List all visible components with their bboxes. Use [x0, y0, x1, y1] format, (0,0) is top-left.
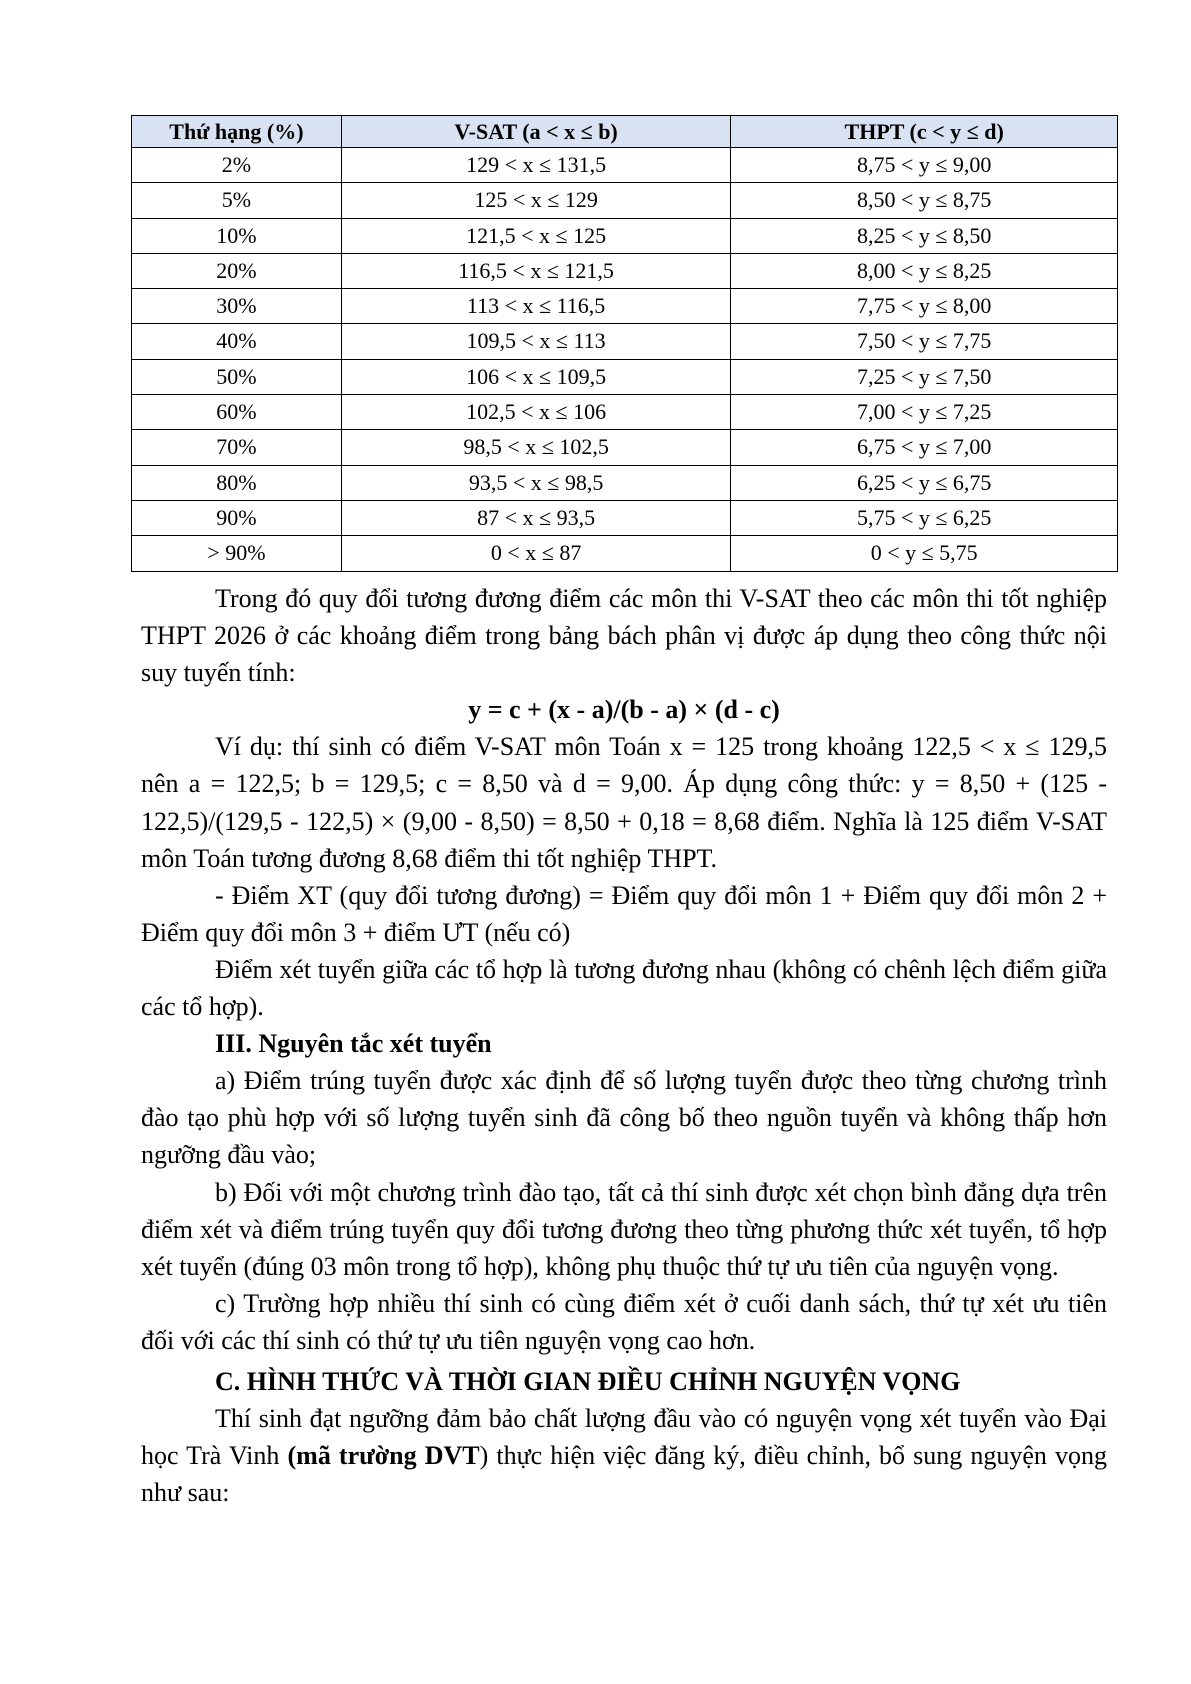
cell-thpt-range: 6,25 < y ≤ 6,75 — [731, 465, 1118, 500]
cell-vsat-range: 121,5 < x ≤ 125 — [341, 218, 731, 253]
cell-vsat-range: 102,5 < x ≤ 106 — [341, 395, 731, 430]
cell-vsat-range: 0 < x ≤ 87 — [341, 536, 731, 571]
cell-vsat-range: 116,5 < x ≤ 121,5 — [341, 253, 731, 288]
paragraph-registration — [141, 1400, 1107, 1511]
cell-rank: 70% — [132, 430, 342, 465]
cell-thpt-range: 7,25 < y ≤ 7,50 — [731, 359, 1118, 394]
school-code: (mã trường DVT — [287, 1441, 480, 1471]
paragraph-principle-a: a) Điểm trúng tuyển được xác định để số lượng tuyển được theo từng chương trình đào tạo phù hợp với số lượng tuyển sinh đã công bố theo nguồn tuyển và không thấp hơn ngưỡng đầu vào; — [141, 1066, 1107, 1170]
header-thpt: THPT (c < y ≤ d) — [731, 116, 1118, 148]
percentile-conversion-table — [131, 115, 1118, 572]
table-row — [132, 148, 1118, 183]
cell-thpt-range: 6,75 < y ≤ 7,00 — [731, 430, 1118, 465]
table-row — [132, 536, 1118, 571]
cell-thpt-range: 7,75 < y ≤ 8,00 — [731, 289, 1118, 324]
cell-thpt-range: 8,75 < y ≤ 9,00 — [731, 148, 1118, 183]
cell-rank: 90% — [132, 500, 342, 535]
cell-rank: 2% — [132, 148, 342, 183]
interpolation-formula: y = c + (x - a)/(b - a) × (d - c) — [468, 695, 780, 725]
table-row — [132, 183, 1118, 218]
paragraph-principle-b: b) Đối với một chương trình đào tạo, tất cả thí sinh được xét chọn bình đẳng dựa trên điểm xét và điểm trúng tuyển quy đổi tương đương theo từng phương thức xét tuyển, tổ hợp xét tuyển (đúng 03 môn trong tổ hợp), không phụ thuộc thứ tự ưu tiên của nguyện vọng. — [141, 1177, 1107, 1281]
cell-vsat-range: 109,5 < x ≤ 113 — [341, 324, 731, 359]
paragraph-equivalence: Điểm xét tuyển giữa các tổ hợp là tương đương nhau (không có chênh lệch điểm giữa các tổ hợp). — [141, 954, 1107, 1022]
table-row — [132, 218, 1118, 253]
table-row — [132, 500, 1118, 535]
heading-admission-principles: III. Nguyên tắc xét tuyển — [215, 1029, 492, 1059]
cell-rank: 60% — [132, 395, 342, 430]
cell-thpt-range: 7,00 < y ≤ 7,25 — [731, 395, 1118, 430]
cell-rank: 30% — [132, 289, 342, 324]
cell-thpt-range: 8,50 < y ≤ 8,75 — [731, 183, 1118, 218]
paragraph-principle-c: c) Trường hợp nhiều thí sinh có cùng điểm xét ở cuối danh sách, thứ tự xét ưu tiên đối với các thí sinh có thứ tự ưu tiên nguyện vọng cao hơn. — [141, 1288, 1107, 1355]
cell-rank: 20% — [132, 253, 342, 288]
header-rank: Thứ hạng (%) — [132, 116, 342, 148]
cell-thpt-range: 0 < y ≤ 5,75 — [731, 536, 1118, 571]
cell-thpt-range: 8,25 < y ≤ 8,50 — [731, 218, 1118, 253]
cell-rank: 40% — [132, 324, 342, 359]
heading-section-c: C. HÌNH THỨC VÀ THỜI GIAN ĐIỀU CHỈNH NGUYỆN VỌNG — [215, 1366, 961, 1396]
registration-text-start: Thí sinh đạt ngưỡng đảm bảo chất lượng đầu vào có nguyện vọng xét tuyển vào Đại học Trà Vinh — [141, 1404, 1107, 1471]
header-vsat: V-SAT (a < x ≤ b) — [341, 116, 731, 148]
table-row — [132, 465, 1118, 500]
cell-rank: 80% — [132, 465, 342, 500]
table-row — [132, 324, 1118, 359]
table-row — [132, 289, 1118, 324]
cell-rank: 50% — [132, 359, 342, 394]
cell-vsat-range: 87 < x ≤ 93,5 — [341, 500, 731, 535]
cell-thpt-range: 5,75 < y ≤ 6,25 — [731, 500, 1118, 535]
cell-vsat-range: 93,5 < x ≤ 98,5 — [341, 465, 731, 500]
cell-rank: > 90% — [132, 536, 342, 571]
body-text — [141, 580, 1107, 1511]
paragraph-interpolation-intro: Trong đó quy đổi tương đương điểm các môn thi V-SAT theo các môn thi tốt nghiệp THPT 2026 ở các khoảng điểm trong bảng bách phân vị được áp dụng theo công thức nội suy tuyến tính: — [141, 584, 1107, 688]
cell-thpt-range: 7,50 < y ≤ 7,75 — [731, 324, 1118, 359]
cell-vsat-range: 113 < x ≤ 116,5 — [341, 289, 731, 324]
cell-vsat-range: 98,5 < x ≤ 102,5 — [341, 430, 731, 465]
cell-thpt-range: 8,00 < y ≤ 8,25 — [731, 253, 1118, 288]
table-row — [132, 430, 1118, 465]
cell-rank: 5% — [132, 183, 342, 218]
cell-vsat-range: 129 < x ≤ 131,5 — [341, 148, 731, 183]
paragraph-example: Ví dụ: thí sinh có điểm V-SAT môn Toán x = 125 trong khoảng 122,5 < x ≤ 129,5 nên a = 122,5; b = 129,5; c = 8,50 và d = 9,00. Áp dụng công thức: y = 8,50 + (125 - 122,5)/(129,5 - 122,5) × (9,00 - 8,50) = 8,50 + 0,18 = 8,68 điểm. Nghĩa là 125 điểm V-SAT môn Toán tương đương 8,68 điểm thi tốt nghiệp THPT. — [141, 732, 1107, 873]
table-row — [132, 395, 1118, 430]
cell-rank: 10% — [132, 218, 342, 253]
registration-text-end: ) thực hiện việc đăng ký, điều chỉnh, bổ sung nguyện vọng như sau: — [141, 1441, 1107, 1508]
cell-vsat-range: 106 < x ≤ 109,5 — [341, 359, 731, 394]
table-row — [132, 253, 1118, 288]
paragraph-score-formula: - Điểm XT (quy đổi tương đương) = Điểm quy đổi môn 1 + Điểm quy đổi môn 2 + Điểm quy đổi môn 3 + điểm ƯT (nếu có) — [141, 880, 1107, 947]
table-header-row — [132, 116, 1118, 148]
table-body — [132, 148, 1118, 572]
table-row — [132, 359, 1118, 394]
cell-vsat-range: 125 < x ≤ 129 — [341, 183, 731, 218]
